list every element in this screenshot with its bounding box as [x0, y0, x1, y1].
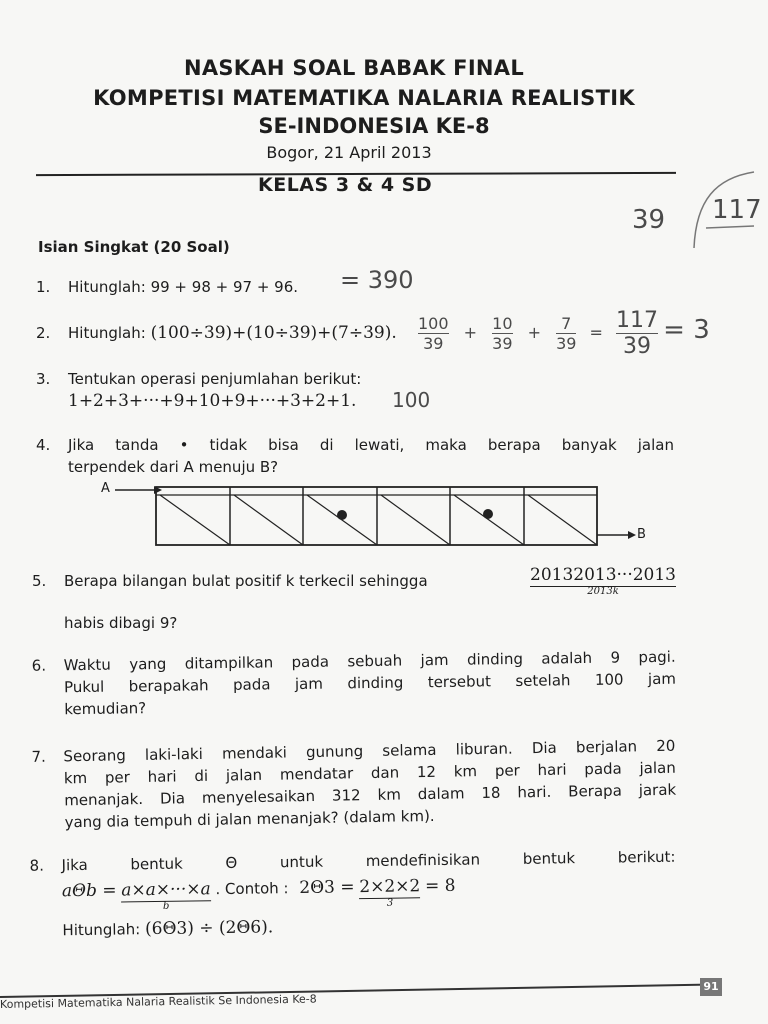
page-number: 91: [700, 978, 722, 996]
question-4: [36, 434, 674, 478]
question-line: Jika bentuk Θ untuk mendefinisikan bentuk berikut:: [61, 847, 676, 875]
question-line: Seorang laki-laki mendaki gunung selama liburan. Dia berjalan 20: [63, 736, 676, 766]
question-text: Berapa bilangan bulat positif k terkecil sehingga: [64, 572, 428, 590]
question-number: 7.: [31, 747, 46, 766]
margin-handwriting-39: 39: [632, 205, 666, 235]
question-number: 8.: [29, 856, 45, 875]
title-line-3: SE-INDONESIA KE-8: [258, 114, 490, 138]
handwriting-working-2: $\frac{100}{39}$ + $\frac{10}{39}$ + $\frac{7}{39}$ = $\frac{117}{39}$ = 3: [418, 308, 710, 359]
question-line: km per hari di jalan mendatar dan 12 km per hari pada jalan: [63, 758, 676, 788]
question-1: [36, 276, 299, 298]
question-number: 2.: [36, 324, 51, 342]
grid-label-a: A: [101, 481, 110, 496]
grade-title: KELAS 3 & 4 SD: [258, 174, 433, 196]
question-label: Hitunglah:: [68, 324, 146, 342]
question-expression: 99 + 98 + 97 + 96.: [150, 278, 299, 296]
question-line: terpendek dari A menuju B?: [68, 458, 279, 476]
repeated-number: 20132013···2013 2013k: [530, 565, 677, 597]
question-number: 4.: [36, 436, 51, 454]
question-7: [31, 735, 677, 834]
question-line: Hitunglah: (6Θ3) ÷ (2Θ6).: [62, 917, 274, 940]
definition-line: aΘb = a×a×···×a b . Contoh : 2Θ3 = 2×2×2 3 = 8: [61, 875, 456, 912]
handwriting-answer-3: 100: [392, 388, 431, 412]
handwriting-answer-1: = 390: [340, 266, 414, 294]
question-number: 6.: [31, 656, 47, 675]
question-text: Tentukan operasi penjumlahan berikut:: [68, 370, 362, 388]
question-line: Jika tanda • tidak bisa di lewati, maka berapa banyak jalan: [68, 436, 674, 454]
margin-sketch: [676, 170, 756, 250]
question-expression: 1+2+3+···+9+10+9+···+3+2+1.: [68, 391, 357, 411]
question-6: [31, 646, 677, 721]
question-3: [36, 368, 362, 412]
title-line-2: KOMPETISI MATEMATIKA NALARIA REALISTIK: [93, 86, 635, 110]
question-line: Pukul berapakah pada jam dinding tersebut setelah 100 jam: [63, 669, 677, 697]
path-grid-diagram: [110, 482, 640, 552]
question-line: menanjak. Dia menyelesaikan 312 km dalam 18 hari. Berapa jarak: [64, 780, 677, 810]
question-number: 5.: [32, 572, 47, 590]
question-line: kemudian?: [64, 699, 147, 719]
question-number: 3.: [36, 370, 51, 388]
title-line-1: NASKAH SOAL BABAK FINAL: [183, 56, 525, 80]
section-title: Isian Singkat (20 Soal): [38, 238, 230, 256]
question-2: [36, 322, 397, 344]
question-expression: (100÷39)+(10÷39)+(7÷39).: [150, 323, 397, 343]
margin-handwriting-117: 117: [712, 195, 762, 225]
location-date: Bogor, 21 April 2013: [266, 143, 432, 162]
question-8: [29, 846, 676, 942]
question-line: habis dibagi 9?: [64, 614, 178, 632]
question-number: 1.: [36, 278, 51, 296]
footer-text: Kompetisi Matematika Nalaria Realistik Se Indonesia Ke-8: [0, 992, 317, 1011]
question-5: [32, 565, 677, 634]
question-line: Waktu yang ditampilkan pada sebuah jam dinding adalah 9 pagi.: [63, 647, 676, 675]
grid-label-b: B: [637, 527, 646, 542]
question-label: Hitunglah:: [68, 278, 146, 296]
question-line: yang dia tempuh di jalan menanjak? (dalam km).: [64, 806, 435, 832]
